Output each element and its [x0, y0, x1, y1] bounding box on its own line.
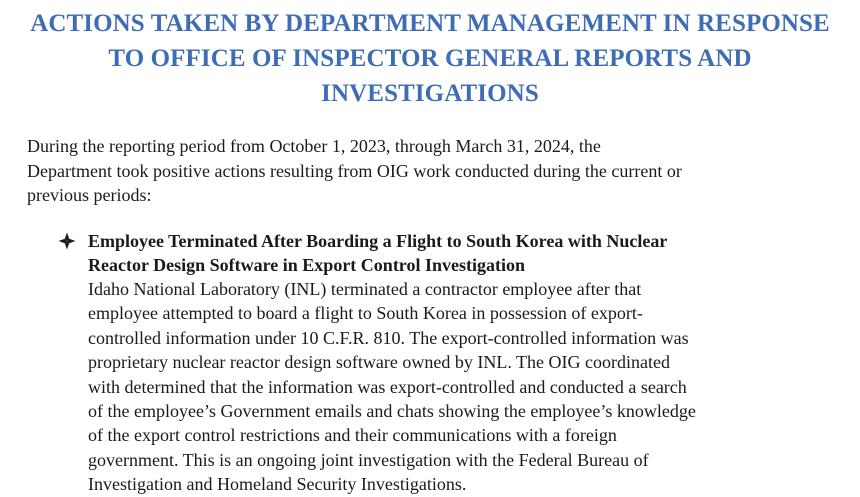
intro-paragraph [27, 134, 837, 208]
body-line: of the export control restrictions and their communications with a foreign [88, 425, 617, 446]
title-line: INVESTIGATIONS [321, 80, 539, 107]
body-line: Idaho National Laboratory (INL) terminated a contractor employee after that [88, 279, 642, 299]
body-line: employee attempted to board a flight to South Korea in possession of export- [88, 303, 643, 324]
intro-line: Department took positive actions resulting from OIG work conducted during the current or [27, 160, 682, 181]
body-line: controlled information under 10 C.F.R. 810. The export-controlled information was [88, 327, 689, 348]
intro-line: During the reporting period from October 1, 2023, through March 31, 2024, the [27, 136, 601, 156]
body-line: Investigation and Homeland Security Investigations. [88, 474, 467, 495]
action-item-body [88, 230, 838, 497]
title-line: ACTIONS TAKEN BY DEPARTMENT MANAGEMENT IN RESPONSE [30, 10, 830, 37]
intro-line: previous periods: [27, 185, 152, 205]
body-line: of the employee’s Government emails and chats showing the employee’s knowledge [88, 401, 696, 422]
heading-line: Reactor Design Software in Export Control Investigation [88, 254, 525, 275]
action-item-heading [88, 230, 838, 277]
action-item-text [88, 277, 838, 497]
heading-line: Employee Terminated After Boarding a Flight to South Korea with Nuclear [88, 231, 668, 251]
page-title [10, 6, 850, 111]
body-line: government. This is an ongoing joint investigation with the Federal Bureau of [88, 449, 649, 470]
body-line: proprietary nuclear reactor design software owned by INL. The OIG coordinated [88, 352, 670, 373]
body-line: with determined that the information was export-controlled and conducted a search [88, 376, 687, 397]
diamond-bullet-icon [58, 232, 76, 250]
title-line: TO OFFICE OF INSPECTOR GENERAL REPORTS AND [108, 45, 752, 72]
